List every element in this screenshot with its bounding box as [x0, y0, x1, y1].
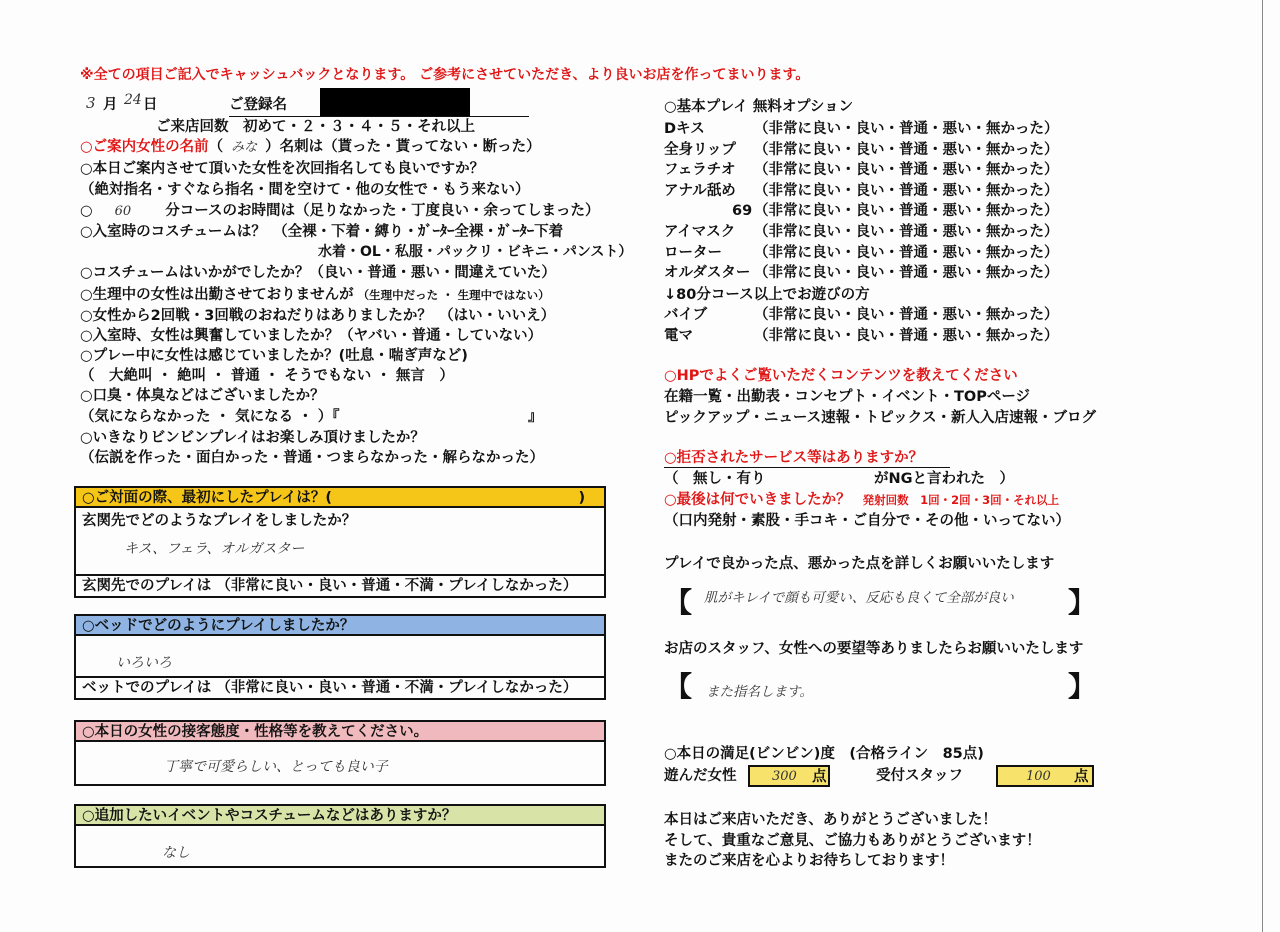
period-options: （生理中だった ・ 生理中ではない） [357, 288, 550, 302]
registration-label: ご登録名 [229, 97, 287, 113]
event-answer[interactable]: なし [162, 845, 190, 861]
play-item-label: 電マ [664, 327, 693, 344]
attitude-header: ○本日の女性の接客態度・性格等を教えてください。 [76, 722, 604, 742]
first-play-header: ○ご対面の際、最初にしたプレイは？( ) [76, 488, 604, 508]
period-question: ○生理中の女性は出勤させておりませんが [80, 287, 354, 303]
play-item-rating[interactable]: （非常に良い・良い・普通・悪い・無かった） [754, 307, 1059, 323]
play-item-rating[interactable]: （非常に良い・良い・普通・悪い・無かった） [754, 141, 1059, 158]
good-bad-answer[interactable]: 肌がキレイで顔も可愛い、反応も良くて全部が良い [704, 590, 1014, 606]
costume-question: ○入室時のコスチュームは？ （全裸・下着・縛り・ｶﾞｰﾀｰ全裸・ｶﾞｰﾀｰ下着 [80, 224, 564, 240]
excited-question: ○入室時、女性は興奮していましたか？（ヤバい・普通・していない） [80, 328, 543, 344]
costume-options: 水着・OL・私服・パックリ・ビキニ・パンスト） [318, 244, 633, 260]
header-notice: ※全ての項目ご記入でキャッシュバックとなります。 ご参考にさせていただき、より良いお店を作ってまいります。 [80, 67, 810, 83]
play-item-rating[interactable]: （非常に良い・良い・普通・悪い・無かった） [754, 244, 1059, 261]
bed-play-rating: ベットでのプレイは （非常に良い・良い・普通・不満・プレイしなかった） [76, 676, 604, 698]
staff-score-label: 受付スタッフ [876, 768, 963, 784]
good-bad-close-bracket: 】 [1068, 586, 1097, 619]
good-bad-question: プレイで良かった点、悪かった点を詳しくお願いいたします [664, 556, 1055, 572]
hp-line-1: 在籍一覧・出勤表・コンセプト・イベント・TOPページ [664, 389, 1031, 405]
first-play-box [74, 486, 606, 598]
request-answer[interactable]: また指名します。 [706, 684, 813, 700]
attitude-answer[interactable]: 丁寧で可愛らしい、とっても良い子 [164, 759, 388, 775]
play-item-rating[interactable]: （非常に良い・良い・普通・悪い・無かった） [754, 121, 1059, 137]
girl-name-open: （ [208, 139, 224, 155]
play-item-rating[interactable]: （非常に良い・良い・普通・悪い・無かった） [754, 224, 1059, 240]
girl-name-value: みな [231, 140, 258, 155]
girl-score-label: 遊んだ女性 [664, 768, 737, 784]
girl-name-close: ） [265, 139, 280, 155]
felt-options: （ 大絶叫 ・ 絶叫 ・ 普通 ・ そうでもない ・ 無言 ） [80, 368, 454, 384]
bed-play-answer[interactable]: いろいろ [116, 655, 172, 671]
staff-score-unit: 点 [1074, 769, 1089, 785]
first-play-rating: 玄関先でのプレイは （非常に良い・良い・普通・不満・プレイしなかった） [76, 574, 604, 596]
registration-underline [229, 116, 529, 117]
course-value: 60 [114, 204, 132, 219]
play-item-rating[interactable]: （非常に良い・良い・普通・悪い・無かった） [754, 162, 1059, 179]
play-item-label: フェラチオ [664, 162, 736, 179]
staff-score-value: 100 [1026, 769, 1051, 784]
date-day-label: 日 [143, 97, 158, 113]
play-item-rating[interactable]: （非常に良い・良い・普通・悪い・無かった） [754, 182, 1059, 199]
over80-note: ↓80分コース以上でお遊びの方 [664, 287, 870, 303]
basic-play-title: ○基本プレイ 無料オプション [664, 99, 854, 115]
request-question: お店のスタッフ、女性への要望等ありましたらお願いいたします [664, 641, 1084, 657]
odor-close-bracket: 』 [528, 409, 543, 425]
request-open-bracket: 【 [664, 670, 693, 703]
odor-options: （気にならなかった ・ 気になる ・ ）『 [80, 409, 340, 425]
scan-edge [1262, 0, 1263, 932]
date-month: 3 [86, 94, 96, 112]
girl-score-box[interactable] [748, 765, 830, 787]
attitude-box [74, 720, 606, 786]
renominate-question: ○本日ご案内させて頂いた女性を次回指名しても良いですか？ [80, 161, 485, 177]
play-item-rating[interactable]: （非常に良い・良い・普通・悪い・無かった） [754, 265, 1059, 282]
finish-count: 発射回数 1回・2回・3回・それ以上 [862, 493, 1060, 507]
thanks-line-1: 本日はご来店いただき、ありがとうございました！ [664, 812, 997, 828]
play-item-rating[interactable]: （非常に良い・良い・普通・悪い・無かった） [754, 203, 1059, 220]
redacted-name [320, 88, 470, 116]
play-item-label: バイブ [664, 307, 708, 323]
play-item-label: 全身リップ [664, 141, 736, 158]
satisfaction-title: ○本日の満足(ビンビン)度 (合格ライン 85点) [664, 746, 984, 762]
finish-options: （口内発射・素股・手コキ・ご自分で・その他・いってない） [664, 513, 1070, 529]
course-prefix: ○ [80, 203, 93, 219]
girl-score-value: 300 [772, 769, 797, 784]
girl-score-unit: 点 [812, 769, 827, 785]
play-item-label: ローター [664, 244, 722, 261]
play-item-label: アイマスク [664, 224, 736, 240]
business-card-question: 名刺は（貰った・貰ってない・断った） [279, 139, 541, 155]
play-item-label: オルダスター [664, 265, 751, 282]
date-month-label: 月 [103, 97, 118, 113]
event-header: ○追加したいイベントやコスチュームなどはありますか？ [76, 806, 604, 826]
refused-options: （ 無し・有り [664, 471, 766, 487]
request-close-bracket: 】 [1068, 670, 1097, 703]
thanks-line-3: またのご来店を心よりお待ちしております！ [664, 853, 954, 869]
course-question: 分コースのお時間は（足りなかった・丁度良い・余ってしまった） [165, 203, 600, 219]
felt-question: ○プレー中に女性は感じていましたか？(吐息・喘ぎ声など) [80, 348, 468, 364]
play-item-label: 69 [732, 203, 753, 220]
girl-name-label: ○ご案内女性の名前 [80, 139, 209, 155]
renominate-options: （絶対指名・すぐなら指名・間を空けて・他の女性で・もう来ない） [80, 182, 530, 198]
hp-line-2: ピックアップ・ニュース速報・トピックス・新人入店速報・ブログ [664, 410, 1096, 426]
refused-ng-text: がNGと言われた ） [874, 471, 1015, 487]
play-item-label: アナル舐め [664, 182, 736, 199]
bed-play-box [74, 614, 606, 700]
refused-underline [664, 467, 950, 468]
event-box [74, 804, 606, 868]
staff-score-box[interactable] [996, 765, 1094, 787]
play-item-label: Dキス [664, 121, 705, 137]
hp-title: ○HPでよくご覧いただくコンテンツを教えてください [664, 368, 1018, 384]
sudden-question: ○いきなりビンビンプレイはお楽しみ頂けましたか？ [80, 430, 425, 446]
first-play-answer[interactable]: キス、フェラ、オルガスター [124, 541, 305, 557]
bed-play-header: ○ベッドでどのようにプレイしましたか？ [76, 616, 604, 636]
rounds-question: ○女性から2回戦・3回戦のおねだりはありましたか？ （はい・いいえ） [80, 308, 556, 324]
visit-count: ご来店回数 初めて・２・３・４・５・それ以上 [156, 119, 475, 135]
finish-title: ○最後は何でいきましたか？ [664, 492, 851, 508]
odor-question: ○口臭・体臭などはございましたか？ [80, 388, 325, 404]
date-day: 24 [124, 92, 142, 108]
play-item-rating[interactable]: （非常に良い・良い・普通・悪い・無かった） [754, 327, 1059, 344]
thanks-line-2: そして、貴重なご意見、ご協力もありがとうございます！ [664, 833, 1041, 849]
first-play-question: 玄関先でどのようなプレイをしましたか？ [82, 513, 357, 529]
sudden-options: （伝説を作った・面白かった・普通・つまらなかった・解らなかった） [80, 450, 544, 466]
costume-eval-question: ○コスチュームはいかがでしたか？（良い・普通・悪い・間違えていた） [80, 265, 556, 281]
refused-title: ○拒否されたサービス等はありますか？ [664, 450, 924, 466]
good-bad-open-bracket: 【 [664, 586, 693, 619]
